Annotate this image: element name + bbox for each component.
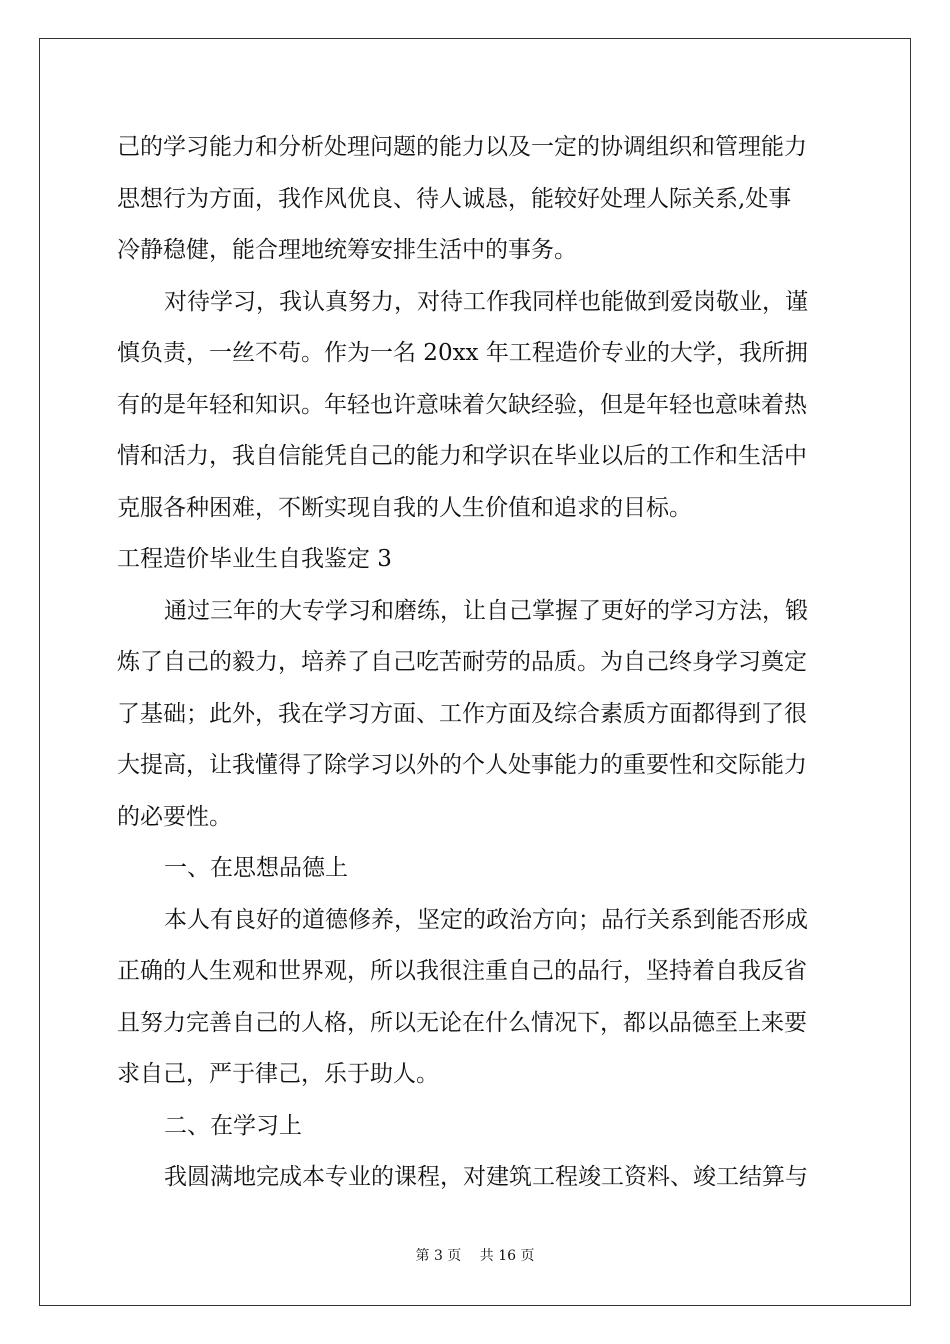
text-line: 有的是年轻和知识。年轻也许意味着欠缺经验，但是年轻也意味着热 bbox=[117, 391, 807, 418]
page-footer bbox=[0, 1245, 950, 1265]
text-line: 慎负责，一丝不苟。作为一名 20xx 年工程造价专业的大学，我所拥 bbox=[117, 340, 808, 366]
text-line: 情和活力，我自信能凭自己的能力和学识在毕业以后的工作和生活中 bbox=[117, 443, 807, 469]
text-line: 大提高，让我懂得了除学习以外的个人处事能力的重要性和交际能力 bbox=[117, 752, 807, 778]
text-line: 通过三年的大专学习和磨练，让自己掌握了更好的学习方法，锻 bbox=[164, 597, 808, 624]
subsection-heading: 二、在学习上 bbox=[164, 1112, 302, 1139]
document-body bbox=[117, 122, 837, 1204]
text-line: 正确的人生观和世界观，所以我很注重自己的品行，坚持着自我反省 bbox=[117, 958, 807, 984]
text-line: 我圆满地完成本专业的课程，对建筑工程竣工资料、竣工结算与 bbox=[164, 1164, 808, 1190]
text-line: 己的学习能力和分析处理问题的能力以及一定的协调组织和管理能力 bbox=[117, 134, 807, 160]
subsection-heading: 一、在思想品德上 bbox=[164, 855, 348, 881]
text-line: 的必要性。 bbox=[117, 803, 232, 830]
text-line: 克服各种困难，不断实现自我的人生价值和追求的目标。 bbox=[117, 494, 692, 521]
text-line: 冷静稳健，能合理地统筹安排生活中的事务。 bbox=[117, 237, 577, 263]
text-line: 求自己，严于律己，乐于助人。 bbox=[117, 1061, 439, 1087]
text-line: 本人有良好的道德修养，坚定的政治方向；品行关系到能否形成 bbox=[164, 906, 808, 933]
text-line: 且努力完善自己的人格，所以无论在什么情况下，都以品德至上来要 bbox=[117, 1009, 807, 1036]
section-heading: 工程造价毕业生自我鉴定 3 bbox=[117, 546, 392, 572]
page-number: 第 3 页 bbox=[415, 1248, 462, 1264]
text-line: 思想行为方面，我作风优良、待人诚恳，能较好处理人际关系,处事 bbox=[117, 185, 792, 212]
text-line: 了基础；此外，我在学习方面、工作方面及综合素质方面都得到了很 bbox=[117, 700, 807, 727]
text-line: 对待学习，我认真努力，对待工作我同样也能做到爱岗敬业，谨 bbox=[164, 288, 808, 315]
page-total: 共 16 页 bbox=[479, 1248, 535, 1264]
text-line: 炼了自己的毅力，培养了自己吃苦耐劳的品质。为自己终身学习奠定 bbox=[117, 649, 807, 675]
